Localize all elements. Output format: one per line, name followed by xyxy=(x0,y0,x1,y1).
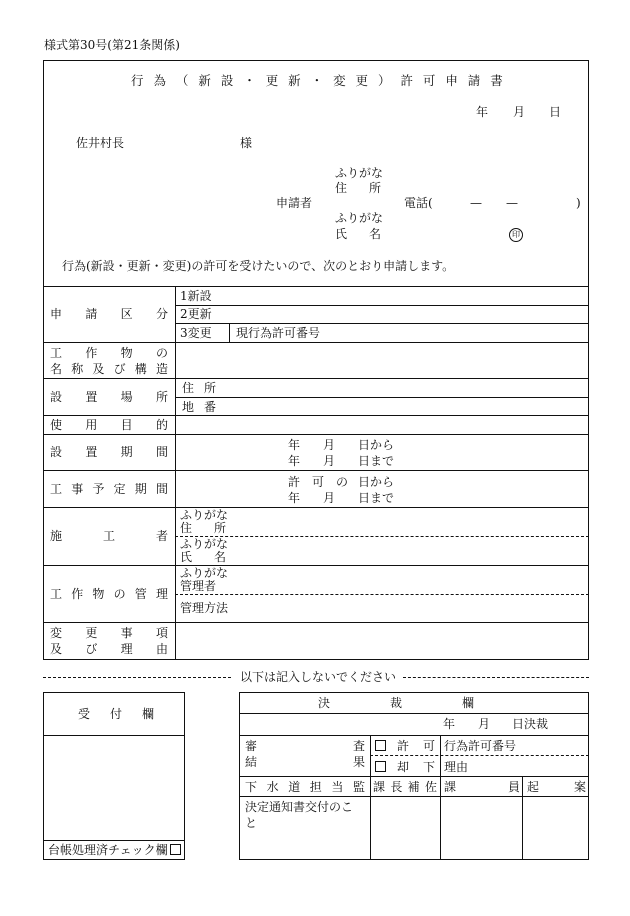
category-label xyxy=(50,308,168,320)
label-char: 名 xyxy=(213,550,226,564)
label-char: 置 xyxy=(85,390,98,404)
label-char: 及 xyxy=(50,642,63,656)
ledger-check-label: 台帳処理済チェック欄 xyxy=(48,844,183,856)
decision-year: 年 xyxy=(443,717,456,731)
category-option-change: 3変更 xyxy=(180,326,212,340)
reject-checkbox[interactable] xyxy=(375,761,386,772)
label-char: 称 xyxy=(71,362,84,376)
applicant-furigana-label: ふりがな xyxy=(335,166,384,180)
label-char: 請 xyxy=(85,307,98,321)
label-char: 名 xyxy=(50,362,63,376)
honorific: 様 xyxy=(240,136,253,150)
label-char: 担 xyxy=(309,780,322,794)
contractor-furigana-label: ふりがな xyxy=(180,508,229,522)
label-char: 監 xyxy=(352,780,365,794)
label-char: 請 xyxy=(467,73,481,88)
ledger-checkbox[interactable] xyxy=(170,844,181,855)
label-char: 申 xyxy=(445,73,458,88)
label-char: 事 xyxy=(120,626,133,640)
label-char: 補 xyxy=(407,780,420,794)
label-char: 果 xyxy=(352,755,365,769)
installation-from-month: 月 xyxy=(323,438,336,452)
reject-label xyxy=(397,761,435,773)
label-char: 用 xyxy=(85,418,98,432)
label-char: 欄 xyxy=(141,707,154,721)
label-char: 結 xyxy=(245,755,258,769)
label-char: ） xyxy=(377,73,391,88)
label-char: 欄 xyxy=(461,696,474,710)
management-furigana-label: ふりがな xyxy=(180,566,229,580)
reception-title-line xyxy=(43,735,185,736)
label-char: 予 xyxy=(92,482,105,496)
label-char: 長 xyxy=(390,780,403,794)
permit-number-label: 行為許可番号 xyxy=(444,739,517,753)
date-year-label: 年 xyxy=(476,105,489,119)
row-line xyxy=(43,622,589,623)
installation-to-year: 年 xyxy=(288,454,301,468)
label-char: 審 xyxy=(245,739,258,753)
decision-day: 日決裁 xyxy=(512,717,549,731)
location-address-label xyxy=(182,382,216,394)
installation-from-year: 年 xyxy=(288,438,301,452)
column-divider-permit xyxy=(229,323,230,342)
management-label xyxy=(50,588,168,600)
contractor-name-label xyxy=(180,551,226,563)
row-subline xyxy=(175,305,589,306)
construction-to-day: 日まで xyxy=(358,491,395,505)
construction-to-month: 月 xyxy=(323,491,336,505)
label-char: 場 xyxy=(120,390,133,404)
label-char: 的 xyxy=(155,418,168,432)
label-char: 行 xyxy=(131,73,144,88)
label-char: 工 xyxy=(102,529,115,543)
result-label xyxy=(245,756,365,768)
label-char: 作 xyxy=(85,346,98,360)
role-deputy-chief xyxy=(373,781,437,793)
row-line xyxy=(43,378,589,379)
label-char: 住 xyxy=(180,521,193,535)
divider-dash-left xyxy=(43,677,231,678)
purpose-label xyxy=(50,419,168,431)
decision-month: 月 xyxy=(478,717,491,731)
label-char: 物 xyxy=(92,587,105,601)
contractor-label xyxy=(50,530,168,542)
permit-checkbox[interactable] xyxy=(375,740,386,751)
label-char: び xyxy=(113,362,126,376)
decision-vline xyxy=(522,776,523,860)
label-char: 為 xyxy=(153,73,166,88)
do-not-fill-notice: 以下は記入しないでください xyxy=(240,670,397,684)
decision-dashline xyxy=(370,755,589,756)
decision-vline xyxy=(440,735,441,860)
column-divider xyxy=(175,286,176,660)
reject-option xyxy=(373,761,388,773)
label-char: 置 xyxy=(85,445,98,459)
label-char: 可 xyxy=(422,739,435,753)
label-char: 書 xyxy=(490,73,503,88)
label-char: 課 xyxy=(373,780,386,794)
label-char: 却 xyxy=(397,760,410,774)
row-subline xyxy=(175,323,589,324)
label-char: 構 xyxy=(134,362,147,376)
reason-label: 理由 xyxy=(444,760,469,774)
role-draft-1: 起 xyxy=(527,780,540,794)
permit-option xyxy=(373,740,388,752)
role-section: 課 xyxy=(444,780,457,794)
applicant-name-label xyxy=(335,228,381,240)
changes-label-line1 xyxy=(50,627,168,639)
label-char: 道 xyxy=(288,780,301,794)
label-char: 所 xyxy=(368,181,381,195)
label-char: 期 xyxy=(134,482,147,496)
label-char: 分 xyxy=(155,307,168,321)
row-subline xyxy=(175,397,589,398)
decision-line xyxy=(239,776,589,777)
construction-from-2: 可 xyxy=(312,475,325,489)
phone-dash-2: — xyxy=(506,196,518,210)
label-char: 間 xyxy=(155,482,168,496)
label-char: 氏 xyxy=(335,227,348,241)
construction-from-1: 許 xyxy=(288,475,301,489)
construction-from-3: の xyxy=(336,475,349,489)
row-line xyxy=(43,286,589,287)
date-day-label: 日 xyxy=(549,105,562,119)
label-char: 目 xyxy=(120,418,133,432)
label-char: 施 xyxy=(50,529,63,543)
label-char: 使 xyxy=(50,418,63,432)
current-permit-number-label: 現行為許可番号 xyxy=(236,326,321,340)
row-line xyxy=(43,470,589,471)
label-char: 間 xyxy=(155,445,168,459)
label-char: 管 xyxy=(134,587,147,601)
label-char: 項 xyxy=(155,626,168,640)
structure-label-line2 xyxy=(50,363,168,375)
label-char: 工 xyxy=(50,346,63,360)
form-title xyxy=(131,75,503,88)
label-char: 地 xyxy=(182,400,195,414)
phone-label: 電話( xyxy=(404,196,433,210)
role-sewerage-supervisor xyxy=(245,781,365,793)
location-label xyxy=(50,391,168,403)
label-char: ・ xyxy=(243,73,256,88)
label-char: 理 xyxy=(120,642,133,656)
label-char: 住 xyxy=(335,181,348,195)
label-char: 定 xyxy=(113,482,126,496)
label-char: び xyxy=(85,642,98,656)
label-char: 水 xyxy=(266,780,279,794)
label-char: 期 xyxy=(120,445,133,459)
label-char: 更 xyxy=(85,626,98,640)
label-char: 工 xyxy=(50,482,63,496)
structure-label-line1 xyxy=(50,347,168,359)
label-char: の xyxy=(113,587,126,601)
decision-line xyxy=(239,713,589,714)
changes-label-line2 xyxy=(50,643,168,655)
construction-to-year: 年 xyxy=(288,491,301,505)
applicant-name-furigana-label: ふりがな xyxy=(335,211,384,225)
installation-to-day: 日まで xyxy=(358,454,395,468)
installation-to-month: 月 xyxy=(323,454,336,468)
label-char: 許 xyxy=(397,739,410,753)
divider-dash-right xyxy=(403,677,589,678)
applicant-label: 申請者 xyxy=(276,196,313,210)
label-char: 設 xyxy=(220,73,234,88)
row-line xyxy=(43,434,589,435)
label-char: 更 xyxy=(265,73,279,88)
label-char: 事 xyxy=(71,482,84,496)
label-char: 設 xyxy=(50,445,63,459)
label-char: 付 xyxy=(109,707,122,721)
application-form xyxy=(43,60,589,660)
seal-mark: 印 xyxy=(509,228,523,242)
label-char: 佐 xyxy=(424,780,437,794)
label-char: 由 xyxy=(155,642,168,656)
label-char: 理 xyxy=(155,587,168,601)
label-char: 区 xyxy=(120,307,133,321)
review-label xyxy=(245,740,365,752)
role-draft-2: 案 xyxy=(574,780,587,794)
manager-label: 管理者 xyxy=(180,579,217,593)
row-dashline xyxy=(175,594,589,595)
contractor-name-furigana-label: ふりがな xyxy=(180,537,229,551)
label-char: 変 xyxy=(333,73,346,88)
decision-line xyxy=(239,796,589,797)
intro-text: 行為(新設・更新・変更)の許可を受けたいので、次のとおり申請します。 xyxy=(62,259,455,273)
row-line xyxy=(43,565,589,566)
row-line xyxy=(43,342,589,343)
role-staff: 員 xyxy=(508,780,521,794)
applicant-address-label xyxy=(335,182,381,194)
label-char: 所 xyxy=(155,390,168,404)
label-char: 当 xyxy=(331,780,344,794)
label-char: 所 xyxy=(213,521,226,535)
label-char: 申 xyxy=(50,307,63,321)
decision-notice: 決定通知書交付のこと xyxy=(245,800,354,830)
reception-bottom-line xyxy=(43,840,185,841)
label-char: ・ xyxy=(310,73,324,88)
label-char: 下 xyxy=(422,760,435,774)
label-char: 決 xyxy=(318,696,331,710)
label-char: 変 xyxy=(50,626,63,640)
date-month-label: 月 xyxy=(513,105,526,119)
label-char: 者 xyxy=(155,529,168,543)
label-char: 査 xyxy=(352,739,365,753)
label-char: 設 xyxy=(50,390,63,404)
label-char: 住 xyxy=(182,381,195,395)
category-option-renew: 2更新 xyxy=(180,307,212,321)
label-char: 許 xyxy=(400,73,413,88)
label-char: 新 xyxy=(288,73,301,88)
form-number: 様式第30号(第21条関係) xyxy=(44,38,180,52)
label-char: 作 xyxy=(71,587,84,601)
installation-period-label xyxy=(50,446,168,458)
installation-from-day: 日から xyxy=(358,438,395,452)
row-line xyxy=(43,415,589,416)
phone-close: ) xyxy=(576,196,581,210)
decision-vline xyxy=(370,735,371,860)
label-char: 名 xyxy=(368,227,381,241)
label-char: の xyxy=(155,346,168,360)
permit-label xyxy=(397,740,435,752)
label-char: 裁 xyxy=(389,696,402,710)
label-char: 更 xyxy=(355,73,369,88)
reception-title xyxy=(78,708,154,720)
label-char: 造 xyxy=(155,362,168,376)
location-lot-label xyxy=(182,401,216,413)
label-char: 受 xyxy=(78,707,91,721)
management-method-label: 管理方法 xyxy=(180,601,229,615)
label-char: 氏 xyxy=(180,550,193,564)
label-char: 及 xyxy=(92,362,105,376)
label-char: 物 xyxy=(120,346,133,360)
label-char: 所 xyxy=(203,381,216,395)
label-char: 新 xyxy=(198,73,211,88)
label-char: 番 xyxy=(203,400,216,414)
row-line xyxy=(43,507,589,508)
row-dashline xyxy=(175,536,589,537)
label-char: 可 xyxy=(422,73,436,88)
label-char: （ xyxy=(175,73,189,88)
decision-title xyxy=(318,697,474,709)
contractor-address-label xyxy=(180,522,226,534)
construction-period-label xyxy=(50,483,168,495)
construction-from-4: 日から xyxy=(358,475,395,489)
label-char: 下 xyxy=(245,780,258,794)
label-char: 工 xyxy=(50,587,63,601)
category-option-new: 1新設 xyxy=(180,289,212,303)
phone-dash-1: — xyxy=(470,196,482,210)
decision-line xyxy=(239,735,589,736)
addressee: 佐井村長 xyxy=(76,136,125,150)
